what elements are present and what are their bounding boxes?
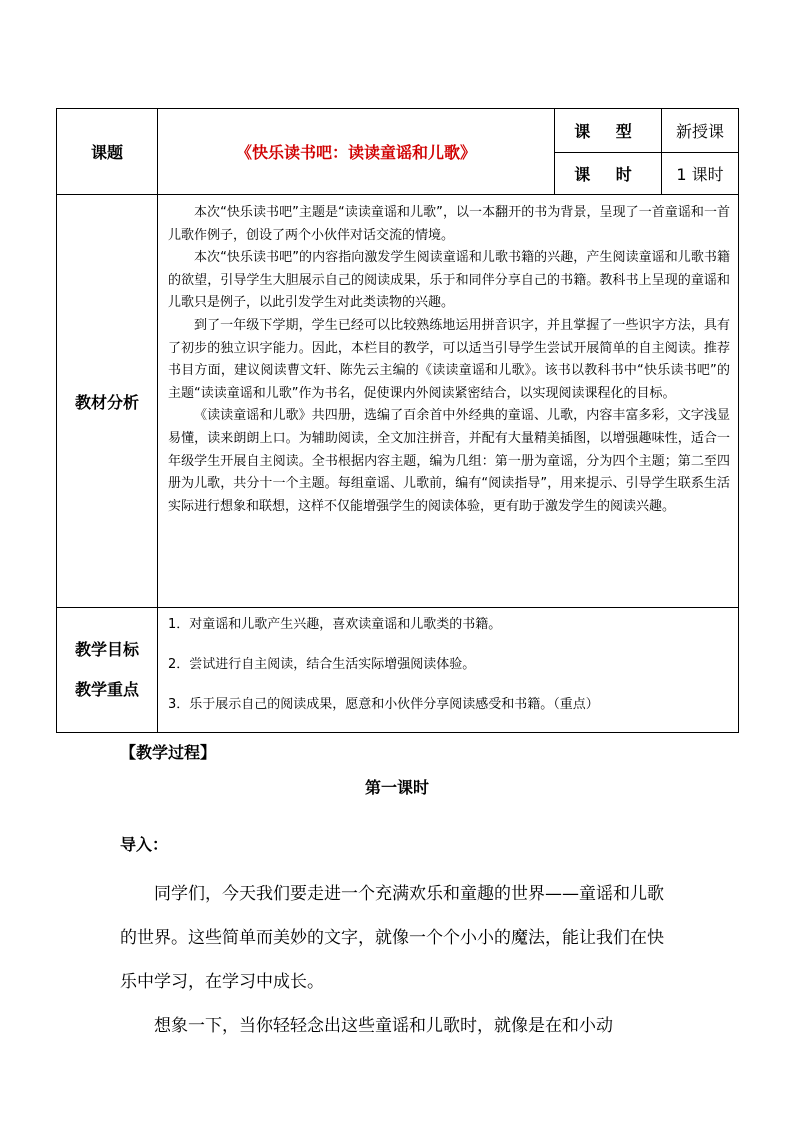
analysis-label: 教材分析 bbox=[57, 195, 158, 608]
goals-label bbox=[57, 608, 158, 733]
topic-label: 课题 bbox=[57, 109, 158, 195]
hours-label: 课 时 bbox=[555, 153, 662, 195]
goal-item: 2．尝试进行自主阅读，结合生活实际增强阅读体验。 bbox=[168, 657, 476, 672]
lesson-plan-table bbox=[56, 108, 739, 733]
type-value: 新授课 bbox=[662, 109, 739, 153]
goals-label-objectives: 教学目标 bbox=[74, 640, 139, 659]
goal-item: 3．乐于展示自己的阅读成果，愿意和小伙伴分享阅读感受和书籍。（重点） bbox=[168, 697, 599, 712]
analysis-content bbox=[158, 195, 739, 608]
analysis-paragraph: 本次“快乐读书吧”的内容指向激发学生阅读童谣和儿歌书籍的兴趣，产生阅读童谣和儿歌书籍的欲望，引导学生大胆展示自己的阅读成果，乐于和同伴分享自己的书籍。教科书上呈现的童谣和儿歌只是例子，以此引发学生对此类读物的兴趣。 bbox=[168, 250, 730, 311]
analysis-paragraph: 《读读童谣和儿歌》共四册，选编了百余首中外经典的童谣、儿歌，内容丰富多彩，文字浅显易懂，读来朗朗上口。为辅助阅读，全文加注拼音，并配有大量精美插图，以增强趣味性，适合一年级学生开展自主阅读。全书根据内容主题，编为几组：第一册为童谣，分为四个主题；第二至四册为儿歌，共分十一个主题。每组童谣、儿歌前，编有“阅读指导”，用来提示、引导学生联系生活实际进行想象和联想，这样不仅能增强学生的阅读体验，更有助于激发学生的阅读兴趣。 bbox=[168, 408, 730, 514]
intro-body bbox=[120, 872, 680, 1048]
process-heading: 【教学过程】 bbox=[120, 743, 217, 762]
analysis-paragraph: 到了一年级下学期，学生已经可以比较熟练地运用拼音识字，并且掌握了一些识字方法，具有了初步的独立识字能力。因此，本栏目的教学，可以适当引导学生尝试开展简单的自主阅读。推荐书目方面，建议阅读曹文轩、陈先云主编的《读读童谣和儿歌》。该书以教科书中“快乐读书吧”的主题“读读童谣和儿歌”作为书名，促使课内外阅读紧密结合，以实现阅读课程化的目标。 bbox=[168, 317, 730, 401]
intro-paragraph: 同学们，今天我们要走进一个充满欢乐和童趣的世界——童谣和儿歌的世界。这些简单而美妙的文字，就像一个个小小的魔法，能让我们在快乐中学习，在学习中成长。 bbox=[120, 884, 664, 992]
goals-label-focus: 教学重点 bbox=[74, 680, 139, 699]
analysis-paragraph: 本次“快乐读书吧”主题是“读读童谣和儿歌”，以一本翻开的书为背景，呈现了一首童谣和一首儿歌作例子，创设了两个小伙伴对话交流的情境。 bbox=[168, 205, 730, 243]
lesson-heading: 第一课时 bbox=[364, 778, 429, 797]
type-label: 课 型 bbox=[555, 109, 662, 153]
intro-heading: 导入： bbox=[120, 835, 169, 854]
intro-paragraph: 想象一下，当你轻轻念出这些童谣和儿歌时，就像是在和小动 bbox=[154, 1016, 613, 1036]
goals-content bbox=[158, 608, 739, 733]
goal-item: 1．对童谣和儿歌产生兴趣，喜欢读童谣和儿歌类的书籍。 bbox=[168, 617, 502, 632]
topic-title: 《快乐读书吧：读读童谣和儿歌》 bbox=[158, 109, 555, 195]
hours-value: 1 课时 bbox=[662, 153, 739, 195]
